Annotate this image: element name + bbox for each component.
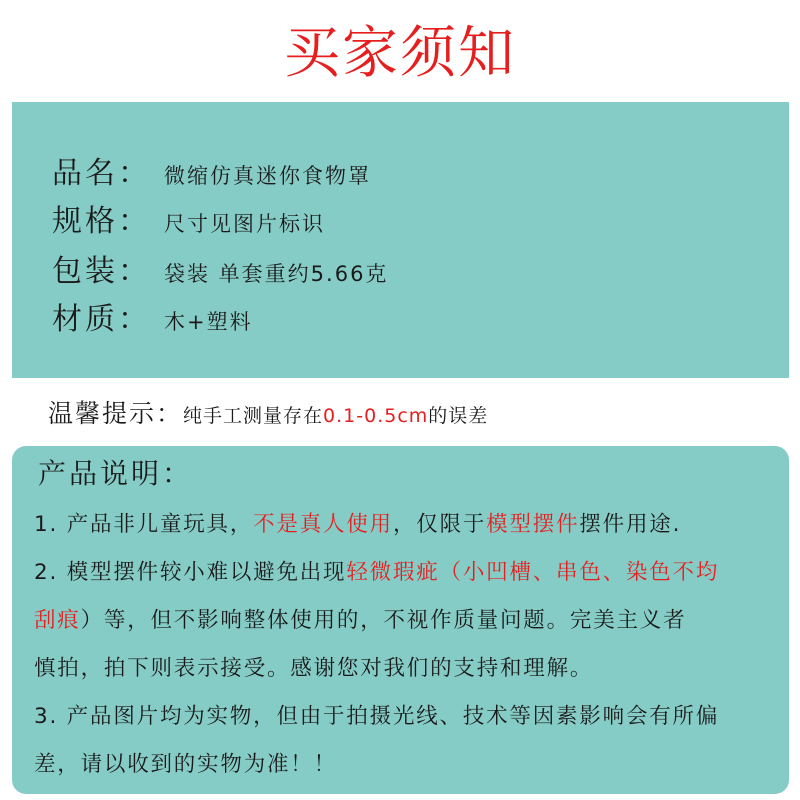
spec-row-name [52, 148, 371, 191]
spec-value-name: 微缩仿真迷你食物罩 [164, 164, 371, 188]
item1-prefix: 1. 产品非儿童玩具， [34, 512, 254, 537]
spec-value-package: 袋装 单套重约5.66克 [164, 262, 389, 286]
spec-row-material [52, 294, 253, 337]
item2-prefix: 2. 模型摆件较小难以避免出现 [34, 560, 347, 585]
spec-label-name: 品名： [52, 156, 151, 191]
warm-tip [48, 394, 488, 438]
item1-mid: ，仅限于 [392, 512, 487, 537]
description-item-2-line-1 [34, 553, 719, 593]
item1-red-text-2: 模型摆件 [486, 512, 580, 537]
item1-suffix: 摆件用途. [579, 512, 682, 537]
description-item-3-line-2: 差，请以收到的实物为准！！ [34, 752, 337, 777]
description-item-2-line-3: 慎拍，拍下则表示接受。感谢您对我们的支持和理解。 [34, 656, 594, 681]
item1-red-text-1: 不是真人使用 [253, 512, 393, 537]
spec-label-material: 材质： [52, 302, 151, 337]
tip-text-before: 纯手工测量存在 [183, 405, 324, 427]
spec-row-package [52, 246, 389, 289]
description-item-2-line-2 [34, 601, 686, 641]
item2-red-text-1: 轻微瑕疵（小凹槽、串色、染色不均 [346, 560, 720, 585]
tip-label: 温馨提示： [48, 399, 184, 428]
spec-label-size: 规格： [52, 204, 151, 239]
description-title: 产品说明： [38, 457, 194, 490]
tip-highlight: 0.1-0.5cm [323, 405, 429, 427]
description-item-1 [34, 505, 681, 545]
item2-line-2-rest: ）等，但不影响整体使用的，不视作质量问题。完美主义者 [80, 608, 687, 633]
spec-row-size [52, 196, 325, 239]
tip-text-after: 的误差 [428, 405, 489, 427]
spec-label-package: 包装： [52, 254, 151, 289]
spec-value-size: 尺寸见图片标识 [164, 212, 325, 236]
description-item-3-line-1: 3. 产品图片均为实物，但由于拍摄光线、技术等因素影响会有所偏 [34, 704, 720, 729]
page-title: 买家须知 [284, 21, 516, 86]
spec-value-material: 木+塑料 [164, 310, 253, 334]
item2-red-text-2: 刮痕 [34, 608, 81, 633]
